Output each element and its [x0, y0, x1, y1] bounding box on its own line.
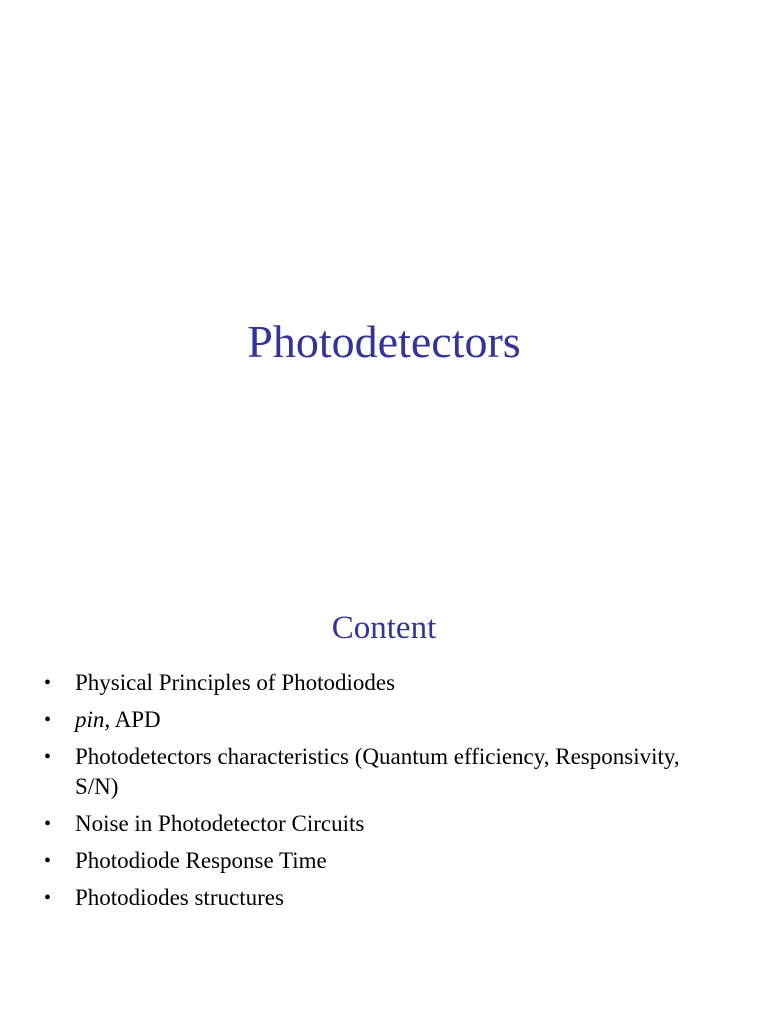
- bullet-icon: •: [44, 850, 52, 872]
- bullet-item-pin-apd: [0, 705, 720, 735]
- bullet-icon: •: [44, 813, 52, 835]
- bullet-item-characteristics: [0, 742, 720, 802]
- bullet-icon: •: [44, 746, 52, 768]
- bullet-text: Photodiodes structures: [75, 885, 284, 910]
- bullet-item-noise: [0, 809, 720, 839]
- bullet-text: Physical Principles of Photodiodes: [75, 670, 396, 695]
- bullet-text: Photodiode Response Time: [75, 848, 327, 873]
- bullet-item-structures: [0, 883, 720, 913]
- bullet-icon: •: [44, 672, 52, 694]
- bullet-icon: •: [44, 709, 52, 731]
- content-bullet-list: [0, 668, 720, 920]
- content-title: Content: [331, 610, 437, 646]
- bullet-text-italic: pin: [75, 707, 105, 732]
- bullet-text: Photodetectors characteristics (Quantum efficiency, Responsivity, S/N): [75, 744, 680, 799]
- slide-title: Photodetectors: [247, 316, 521, 367]
- bullet-icon: •: [44, 887, 52, 909]
- bullet-text: , APD: [104, 707, 161, 732]
- content-slide: [0, 512, 768, 1024]
- bullet-item-physical-principles: [0, 668, 720, 698]
- bullet-item-response-time: [0, 846, 720, 876]
- bullet-text: Noise in Photodetector Circuits: [75, 811, 365, 836]
